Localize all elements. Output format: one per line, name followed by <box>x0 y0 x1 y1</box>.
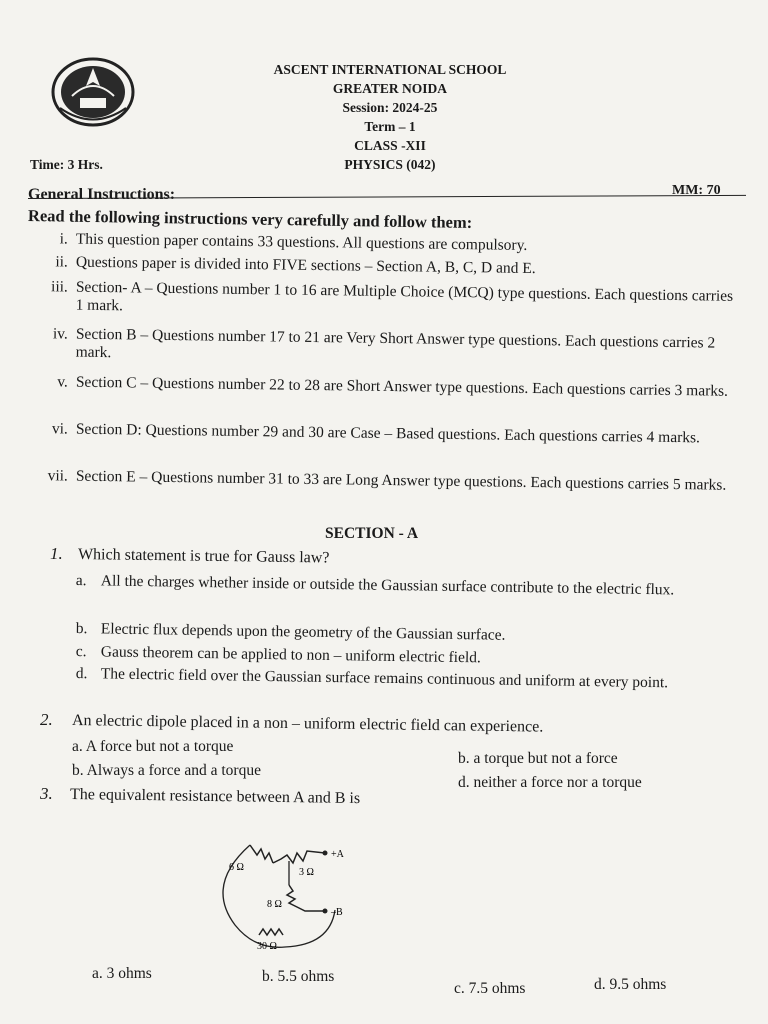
question-number: 2. <box>40 710 53 729</box>
resistor-label-8: 8 Ω <box>267 899 282 910</box>
resistor-label-3: 3 Ω <box>299 867 314 878</box>
instruction-item: iv. Section B – Questions number 17 to 21 are Very Short Answer type questions. Each questions carries 2 mark. <box>52 325 716 362</box>
resistor-circuit-diagram <box>215 825 355 955</box>
terminal-a-label: +A <box>331 849 344 860</box>
terminal-b-label: –B <box>331 907 343 918</box>
instruction-item: vi. Section D: Questions number 29 and 30 are Case – Based questions. Each questions carries 4 marks. <box>51 420 701 447</box>
question-text: An electric dipole placed in a non – uniform electric field can experience. <box>71 712 544 736</box>
option-a: a. 3 ohms <box>92 965 152 982</box>
option-a: a. A force but not a torque <box>72 738 234 755</box>
school-header <box>240 60 540 174</box>
question-text: The equivalent resistance between A and B is <box>69 786 361 808</box>
question-text: Which statement is true for Gauss law? <box>77 546 330 567</box>
school-name: ASCENT INTERNATIONAL SCHOOL <box>273 62 507 77</box>
school-logo-icon <box>50 56 136 128</box>
time-allowed: Time: 3 Hrs. <box>30 157 103 172</box>
instruction-item: v. Section C – Questions number 22 to 28 are Short Answer type questions. Each questions carries 3 marks. <box>57 373 729 400</box>
option-item: a. All the charges whether inside or outside the Gaussian surface contribute to the electric flux. <box>75 572 675 599</box>
option-c: c. 7.5 ohms <box>454 980 526 997</box>
school-city: GREATER NOIDA <box>332 81 448 96</box>
instruction-item: ii. Questions paper is divided into FIVE sections – Section A, B, C, D and E. <box>55 253 536 278</box>
general-instructions-title: General Instructions: <box>28 186 176 203</box>
instruction-item: vii. Section E – Questions number 31 to 33 are Long Answer type questions. Each questions carries 5 marks. <box>47 467 727 494</box>
question-number: 1. <box>50 544 63 563</box>
question-number: 3. <box>40 784 53 803</box>
instruction-item: i. This question paper contains 33 questions. All questions are compulsory. <box>59 230 528 254</box>
option-d: d. neither a force nor a torque <box>458 774 642 791</box>
option-item: c. Gauss theorem can be applied to non – uniform electric field. <box>75 643 482 667</box>
term: Term – 1 <box>364 119 416 134</box>
option-item: d. The electric field over the Gaussian surface remains continuous and uniform at every point. <box>75 665 669 692</box>
read-instructions-line: Read the following instructions very carefully and follow them: <box>27 206 473 232</box>
session: Session: 2024-25 <box>342 100 438 115</box>
option-c: b. Always a force and a torque <box>72 762 261 779</box>
option-d: d. 9.5 ohms <box>594 976 667 993</box>
resistor-label-6: 6 Ω <box>229 862 244 873</box>
option-item: b. Electric flux depends upon the geometry of the Gaussian surface. <box>75 620 506 644</box>
resistor-label-30: 30 Ω <box>257 941 277 952</box>
instruction-item: iii. Section- A – Questions number 1 to 16 are Multiple Choice (MCQ) type questions. Each questions carries 1 mark. <box>50 278 734 315</box>
option-b: b. a torque but not a force <box>458 750 618 767</box>
subject: PHYSICS (042) <box>344 157 436 172</box>
option-b: b. 5.5 ohms <box>262 968 335 985</box>
max-marks: MM: 70 <box>672 183 721 198</box>
class: CLASS -XII <box>354 138 426 153</box>
section-a-heading: SECTION - A <box>325 525 419 542</box>
